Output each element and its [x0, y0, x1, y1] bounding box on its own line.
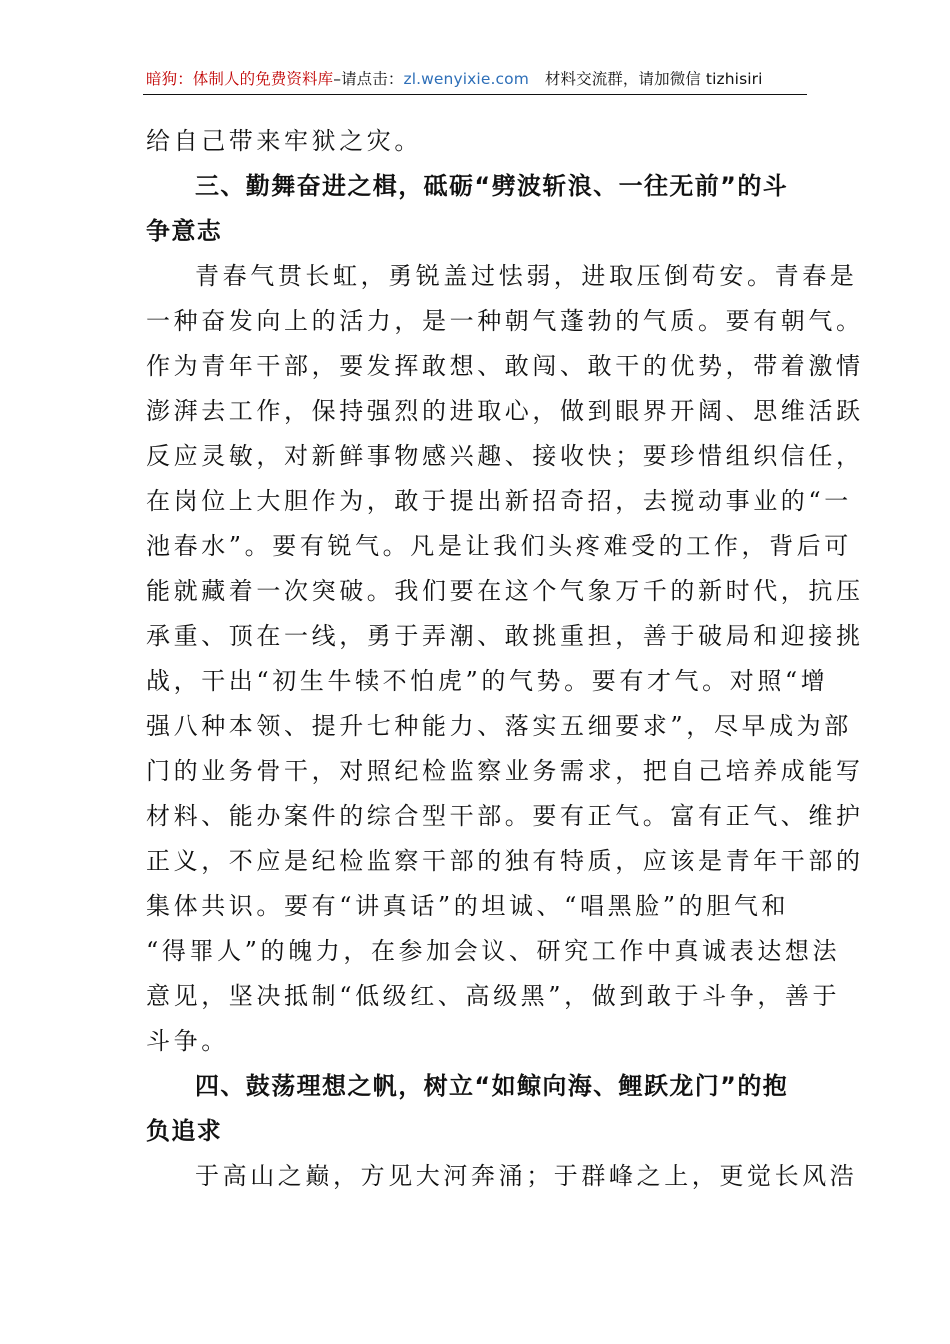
paragraph-line: 澎湃去工作，保持强烈的进取心，做到眼界开阔、思维活跃 [146, 397, 864, 425]
section-heading-line: 四、鼓荡理想之帆，树立“如鲸向海、鲤跃龙门”的抱 [195, 1072, 789, 1100]
paragraph-line: 给自己带来牢狱之灾。 [146, 127, 422, 155]
section-heading-line: 争意志 [146, 217, 223, 245]
header-brand: 暗狗：体制人的免费资料库 [146, 70, 334, 88]
paragraph-line: 材料、能办案件的综合型干部。要有正气。富有正气、维护 [146, 802, 864, 830]
paragraph-line: 于高山之巅，方见大河奔涌；于群峰之上，更觉长风浩 [195, 1162, 858, 1190]
header-click-prompt: 请点击： [341, 70, 404, 88]
paragraph-line: 能就藏着一次突破。我们要在这个气象万千的新时代，抗压 [146, 577, 864, 605]
header-divider [143, 94, 807, 95]
page-header [146, 68, 806, 94]
paragraph-line: 强八种本领、提升七种能力、落实五细要求”，尽早成为部 [146, 712, 852, 740]
header-separator: – [333, 70, 342, 88]
paragraph-line: 门的业务骨干，对照纪检监察业务需求，把自己培养成能写 [146, 757, 864, 785]
paragraph-line: 反应灵敏，对新鲜事物感兴趣、接收快；要珍惜组织信任， [146, 442, 864, 470]
header-group-note: 材料交流群，请加微信 tizhisiri [544, 70, 763, 88]
paragraph-line: 作为青年干部，要发挥敢想、敢闯、敢干的优势，带着激情 [146, 352, 864, 380]
paragraph-line: 集体共识。要有“讲真话”的坦诚、“唱黑脸”的胆气和 [146, 892, 790, 920]
paragraph-line: 承重、顶在一线，勇于弄潮、敢挑重担，善于破局和迎接挑 [146, 622, 864, 650]
paragraph-line: 正义，不应是纪检监察干部的独有特质，应该是青年干部的 [146, 847, 864, 875]
paragraph-line: 战，干出“初生牛犊不怕虎”的气势。要有才气。对照“增 [146, 667, 829, 695]
paragraph-line: 一种奋发向上的活力，是一种朝气蓬勃的气质。要有朝气。 [146, 307, 864, 335]
header-url-link[interactable]: zl.wenyixie.com [403, 70, 529, 88]
paragraph-line: “得罪人”的魄力，在参加会议、研究工作中真诚表达想法 [146, 937, 841, 965]
document-body [146, 119, 864, 1199]
section-heading-line: 三、勤舞奋进之楫，砥砺“劈波斩浪、一往无前”的斗 [195, 172, 789, 200]
paragraph-line: 在岗位上大胆作为，敢于提出新招奇招，去搅动事业的“一 [146, 487, 852, 515]
paragraph-line: 意见，坚决抵制“低级红、高级黑”，做到敢于斗争，善于 [146, 982, 841, 1010]
paragraph-line: 斗争。 [146, 1027, 229, 1055]
paragraph-line: 池春水”。要有锐气。凡是让我们头疼难受的工作，背后可 [146, 532, 852, 560]
paragraph-line: 青春气贯长虹，勇锐盖过怯弱，进取压倒苟安。青春是 [195, 262, 858, 290]
section-heading-line: 负追求 [146, 1117, 223, 1145]
